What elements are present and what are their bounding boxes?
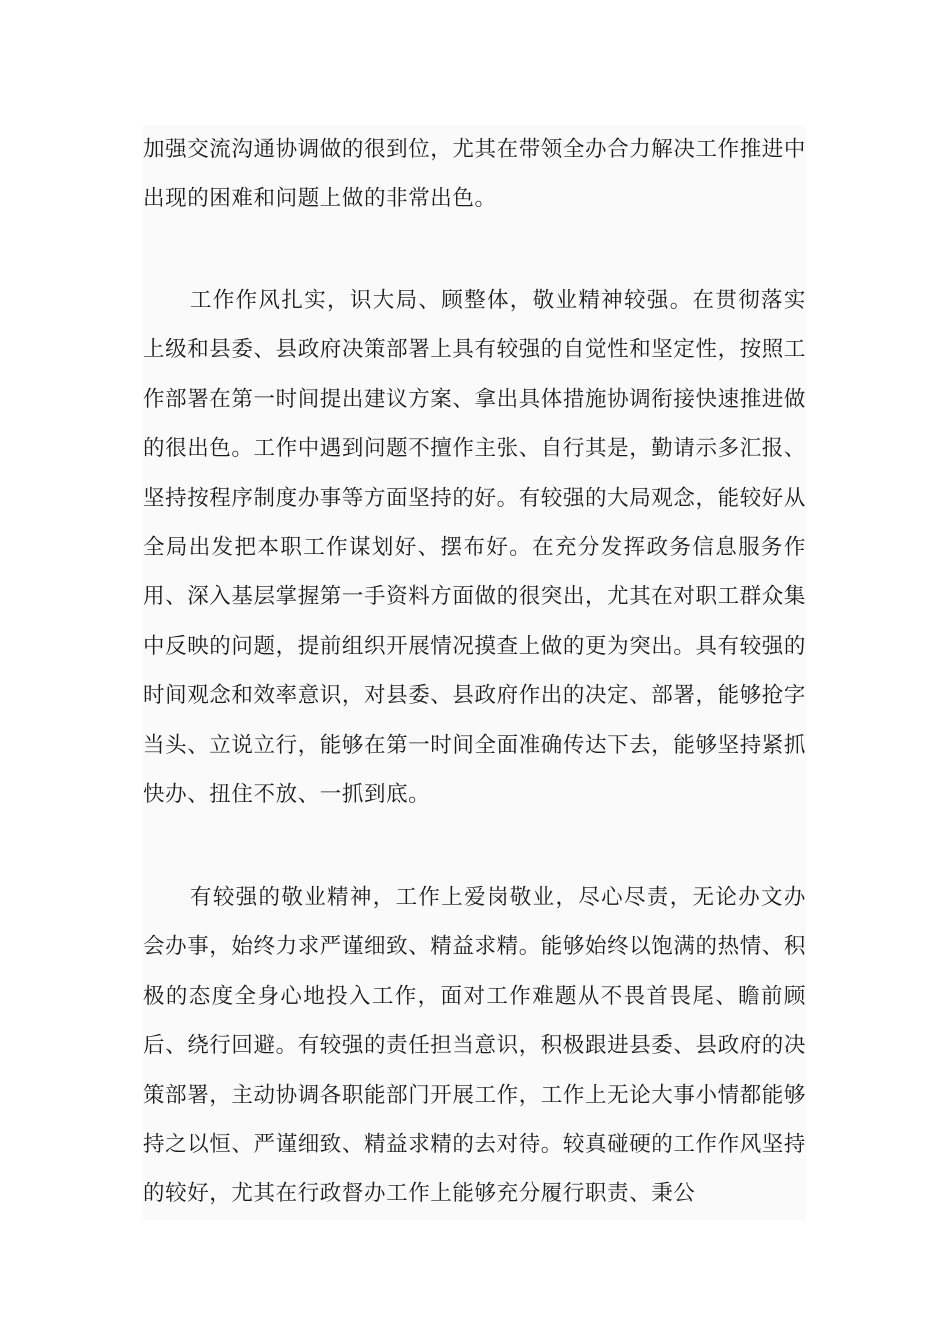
- paragraph-3: 有较强的敬业精神，工作上爱岗敬业，尽心尽责，无论办文办会办事，始终力求严谨细致、精益求精。能够始终以饱满的热情、积极的态度全身心地投入工作，面对工作难题从不畏首畏尾、瞻前顾后、绕行回避。有较强的责任担当意识，积极跟进县委、县政府的决策部署，主动协调各职能部门开展工作，工作上无论大事小情都能够持之以恒、严谨细致、精益求精的去对待。较真碰硬的工作作风坚持的较好，尤其在行政督办工作上能够充分履行职责、秉公: [143, 885, 807, 1207]
- paragraph-1: 加强交流沟通协调做的很到位，尤其在带领全办合力解决工作推进中出现的困难和问题上做的非常出色。: [143, 137, 807, 212]
- document-page: [143, 125, 806, 1220]
- paragraph-2: 工作作风扎实，识大局、顾整体，敬业精神较强。在贯彻落实上级和县委、县政府决策部署上具有较强的自觉性和坚定性，按照工作部署在第一时间提出建议方案、拿出具体措施协调衔接快速推进做的很出色。工作中遇到问题不擅作主张、自行其是，勤请示多汇报、坚持按程序制度办事等方面坚持的好。有较强的大局观念，能较好从全局出发把本职工作谋划好、摆布好。在充分发挥政务信息服务作用、深入基层掌握第一手资料方面做的很突出，尤其在对职工群众集中反映的问题，提前组织开展情况摸查上做的更为突出。具有较强的时间观念和效率意识，对县委、县政府作出的决定、部署，能够抢字当头、立说立行，能够在第一时间全面准确传达下去，能够坚持紧抓快办、扭住不放、一抓到底。: [143, 288, 807, 808]
